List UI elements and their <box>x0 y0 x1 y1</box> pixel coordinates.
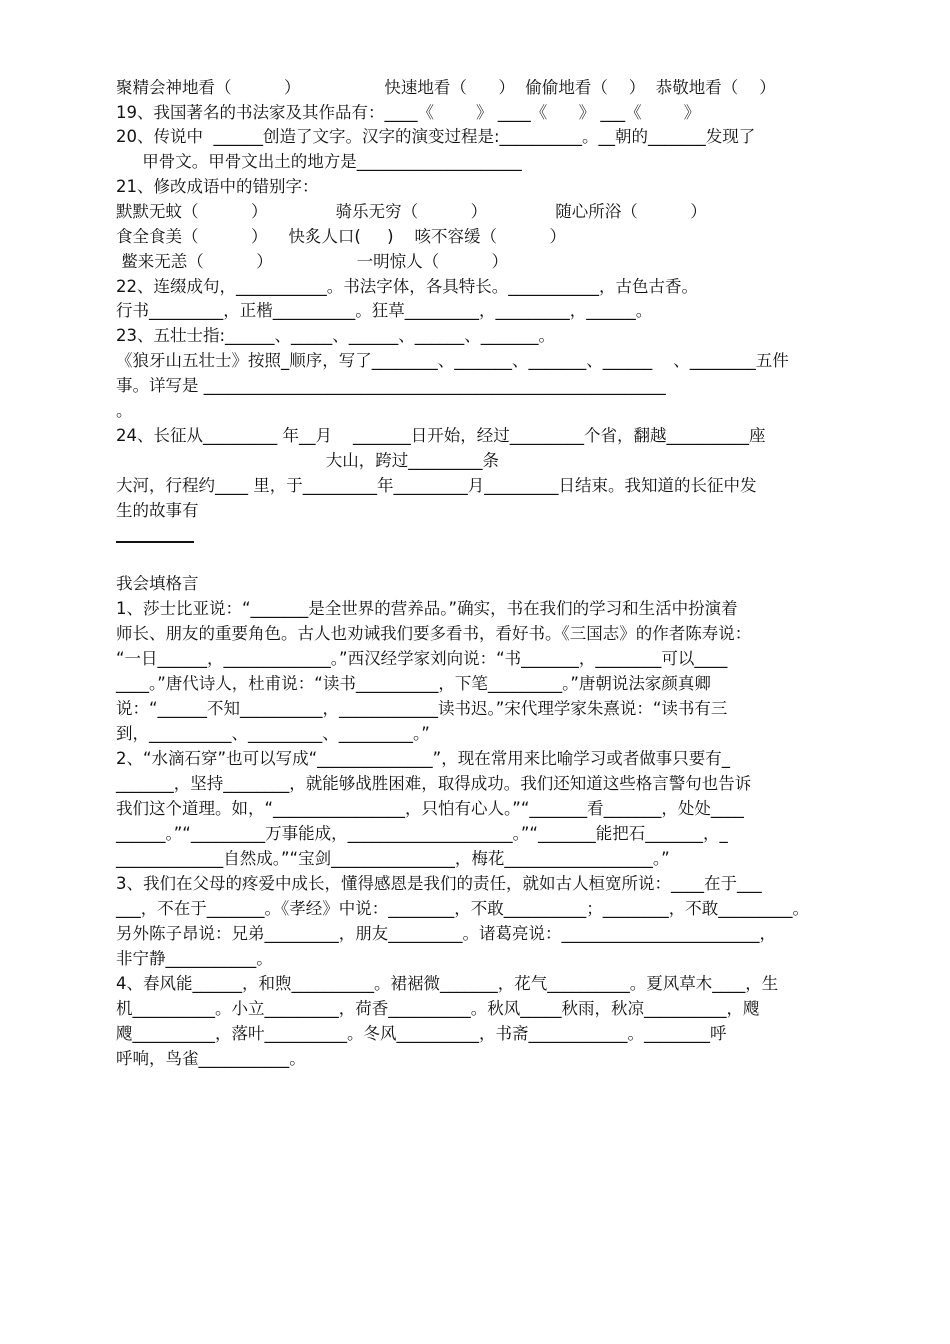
line-20 <box>116 598 850 620</box>
line-text: 事。详写是 ________________________________________________________ <box>116 376 666 395</box>
line-23 <box>116 673 850 695</box>
line-text: 2、“水滴石穿”也可以写成“______________”，现在常用来比喻学习或者做事只要有_ <box>116 749 730 768</box>
line-text: 。 <box>116 401 133 420</box>
line-4 <box>116 151 850 173</box>
line-text: ____。”唐代诗人，杜甫说：“读书__________，下笔_________。”唐朝说法家颜真卿 <box>116 674 711 693</box>
line-text: 机__________。小立_________，荷香__________。秋风_____秋雨，秋凉__________，飕 <box>116 999 760 1018</box>
line-text: 呼响，鸟雀___________。 <box>116 1049 306 1068</box>
line-text: 食全食美（ ） 快炙人口( ) 咳不容缓（ ） <box>116 227 566 246</box>
line-text: _____________自然成。”“宝剑_______________，梅花__________________。” <box>116 849 670 868</box>
line-text: 飕__________，落叶__________。冬风__________，书斋____________。________呼 <box>116 1024 727 1043</box>
line-text: 3、我们在父母的疼爱中成长，懂得感恩是我们的责任，就如古人桓宽所说：____在于___ <box>116 874 762 893</box>
line-text: 默默无蚊（ ） 骑乐无穷（ ） 随心所浴（ ） <box>116 202 707 221</box>
line-text: 另外陈子昂说：兄弟_________，朋友_________。诸葛亮说：________________________， <box>116 924 776 943</box>
line-27 <box>116 773 850 795</box>
line-1 <box>116 77 850 99</box>
line-26 <box>116 748 850 770</box>
line-35 <box>116 973 850 995</box>
section-title <box>116 573 850 595</box>
line-28 <box>116 798 850 820</box>
line-11 <box>116 325 850 347</box>
line-34 <box>116 948 850 970</box>
line-2 <box>116 102 850 124</box>
line-text: 大河，行程约____ 里，于_________年_________月_________日结束。我知道的长征中发 <box>116 476 757 495</box>
line-text: “一日______，_____________。”西汉经学家刘向说：“书_______，________可以____ <box>116 649 728 668</box>
line-13 <box>116 375 850 397</box>
line-text: 行书_________，正楷__________。狂草_________，_________，______。 <box>116 301 653 320</box>
line-32 <box>116 898 850 920</box>
line-text: ___，不在于_______。《孝经》中说：________，不敢__________；________，不敢_________。 <box>116 899 809 918</box>
line-8 <box>116 251 850 273</box>
line-text: 4、春风能______，和煦__________。裙裾微_______，花气__________。夏风草木____，生 <box>116 974 779 993</box>
line-14 <box>116 400 850 422</box>
line-12 <box>116 350 850 372</box>
line-text: ______。”“_________万事能成，____________________。”“_______能把石_______，_ <box>116 824 728 843</box>
line-text: 《狼牙山五壮士》按照_顺序，写了________、_______、_______、______ 、________五件 <box>116 351 789 370</box>
line-text: 大山，跨过_________条 <box>116 451 500 470</box>
line-text: 说：“______不知__________，____________读书迟。”宋代理学家朱熹说：“读书有三 <box>116 699 728 718</box>
line-33 <box>116 923 850 945</box>
line-10 <box>116 300 850 322</box>
line-30 <box>116 848 850 870</box>
line-text: 聚精会神地看（ ） 快速地看（ ） 偷偷地看（ ） 恭敬地看（ ） <box>116 78 776 97</box>
line-text: 23、五壮士指:______、_____、______、______、_______。 <box>116 326 556 345</box>
line-text: 我们这个道理。如，“________________，只怕有心人。”“_______看_______，处处____ <box>116 799 744 818</box>
line-18 <box>116 500 850 522</box>
line-text: 到，__________、_________、_________。” <box>116 724 430 743</box>
line-text: _______，坚持________，就能够战胜困难，取得成功。我们还知道这些格言警句也告诉 <box>116 774 752 793</box>
line-text: 非宁静___________。 <box>116 949 273 968</box>
line-38 <box>116 1048 850 1070</box>
line-6 <box>116 201 850 223</box>
line-text: 1、莎士比亚说：“_______是全世界的营养品。”确实，书在我们的学习和生活中扮演着 <box>116 599 738 618</box>
line-37 <box>116 1023 850 1045</box>
line-text: 20、传说中 ______创造了文字。汉字的演变过程是:__________。__朝的_______发现了 <box>116 127 756 146</box>
line-text: 21、修改成语中的错别字： <box>116 177 319 196</box>
line-25 <box>116 723 850 745</box>
line-31 <box>116 873 850 895</box>
line-7 <box>116 226 850 248</box>
line-9 <box>116 276 850 298</box>
line-text: 24、长征从_________ 年__月 _______日开始，经过_________个省，翻越__________座 <box>116 426 766 445</box>
line-text: 师长、朋友的重要角色。古人也劝诫我们要多看书，看好书。《三国志》的作者陈寿说： <box>116 624 752 643</box>
line-16 <box>116 450 850 472</box>
answer-line <box>116 541 194 543</box>
line-text: 生的故事有 <box>116 501 199 520</box>
line-22 <box>116 648 850 670</box>
line-15 <box>116 425 850 447</box>
line-text: 甲骨文。甲骨文出土的地方是____________________ <box>116 152 522 171</box>
line-text: 22、连缀成句，___________。书法字体，各具特长。___________，古色古香。 <box>116 277 698 296</box>
line-21 <box>116 623 850 645</box>
line-5 <box>116 176 850 198</box>
line-3 <box>116 126 850 148</box>
line-17 <box>116 475 850 497</box>
line-29 <box>116 823 850 845</box>
line-text: 鳖来无恙（ ） 一明惊人（ ） <box>116 252 509 271</box>
line-text: 19、我国著名的书法家及其作品有：____《 》 ____《 》 ___《 》 <box>116 103 701 122</box>
line-36 <box>116 998 850 1020</box>
line-text: 我会填格言 <box>116 574 199 593</box>
line-24 <box>116 698 850 720</box>
